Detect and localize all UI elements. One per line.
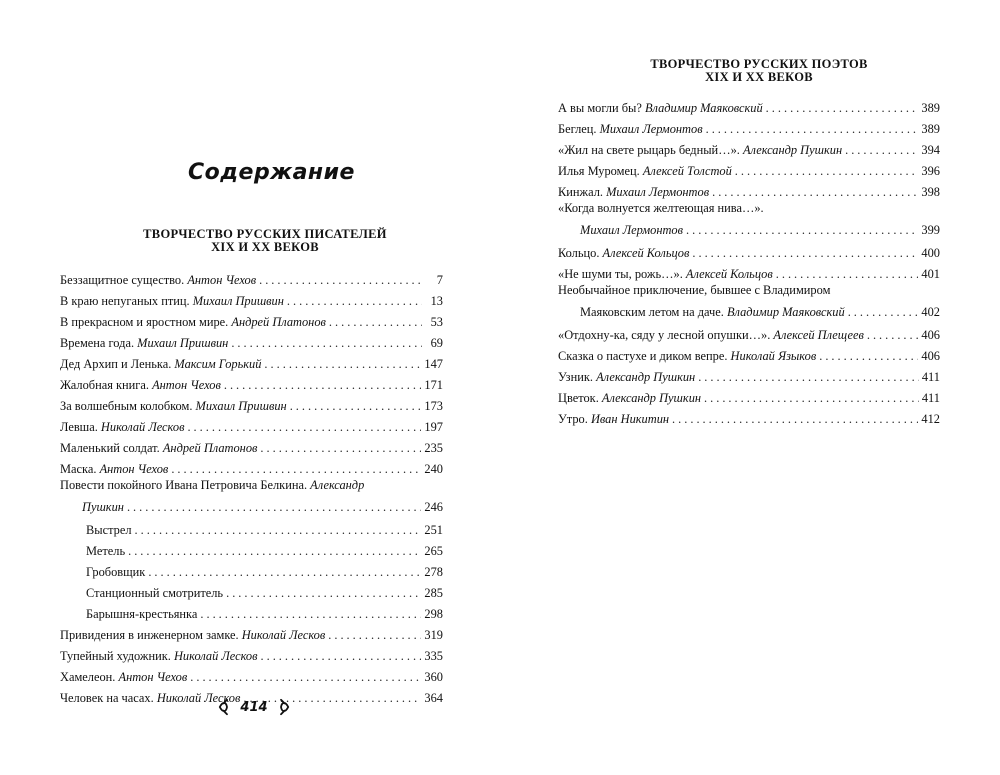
entry-author: Александр Пушкин [742, 143, 843, 157]
entry-title: Жалобная книга. [60, 378, 149, 392]
entry-title: Беглец. [558, 122, 597, 136]
toc-list-poets [558, 95, 940, 427]
entry-author: Михаил Пришвин [195, 399, 287, 413]
leader-dots [259, 273, 422, 288]
entry-page: 278 [424, 565, 443, 579]
entry-page: 69 [430, 336, 443, 350]
leader-dots [264, 357, 421, 372]
toc-entry[interactable] [60, 414, 443, 435]
entry-title: Времена года. [60, 336, 135, 350]
toc-entry[interactable] [60, 372, 443, 393]
toc-entry[interactable] [60, 330, 443, 351]
entry-title: Маленький солдат. [60, 441, 160, 455]
ornament-icon [272, 698, 290, 716]
entry-page: 171 [424, 378, 443, 392]
leader-dots [226, 586, 421, 601]
entry-page: 246 [424, 500, 443, 514]
entry-page: 298 [424, 607, 443, 621]
entry-author: Александр [310, 478, 365, 492]
entry-title: Гробовщик [86, 565, 146, 579]
leader-dots [712, 185, 918, 200]
entry-title: В краю непуганых птиц. [60, 294, 190, 308]
entry-author: Антон Чехов [187, 273, 257, 287]
toc-entry[interactable] [60, 435, 443, 456]
leader-dots [290, 399, 422, 414]
entry-author: Михаил Лермонтов [580, 223, 683, 237]
entry-page: 360 [424, 670, 443, 684]
entry-title: За волшебным колобком. [60, 399, 193, 413]
entry-page: 406 [921, 328, 940, 342]
entry-title: Хамелеон. [60, 670, 116, 684]
toc-entry[interactable] [60, 643, 443, 664]
entry-title: В прекрасном и яростном мире. [60, 315, 229, 329]
entry-title: Тупейный художник. [60, 649, 171, 663]
toc-entry[interactable] [558, 179, 940, 200]
leader-dots [706, 122, 919, 137]
entry-title: Маска. [60, 462, 97, 476]
leader-dots [867, 328, 919, 343]
entry-author: Антон Чехов [99, 462, 169, 476]
entry-title-cont: Маяковским летом на даче. [580, 305, 724, 319]
entry-page: 251 [424, 523, 443, 537]
toc-entry[interactable] [558, 158, 940, 179]
toc-entry[interactable] [558, 282, 940, 322]
page-number [214, 698, 294, 716]
entry-page: 398 [921, 185, 940, 199]
entry-page: 265 [424, 544, 443, 558]
entry-author: Максим Горький [174, 357, 262, 371]
entry-title: Выстрел [86, 523, 132, 537]
toc-entry[interactable] [558, 385, 940, 406]
entry-page: 235 [424, 441, 443, 455]
leader-dots [819, 349, 918, 364]
entry-title: Станционный смотритель [86, 586, 224, 600]
entry-author: Иван Никитин [590, 412, 670, 426]
entry-page: 335 [424, 649, 443, 663]
leader-dots [287, 294, 422, 309]
toc-subentry[interactable] [60, 601, 443, 622]
toc-entry[interactable] [558, 322, 940, 343]
entry-page: 402 [921, 305, 940, 319]
entry-author: Алексей Кольцов [685, 267, 773, 281]
entry-author: Николай Лесков [173, 649, 258, 663]
toc-entry[interactable] [60, 664, 443, 685]
leader-dots [127, 500, 421, 515]
toc-title: Содержание [188, 160, 355, 185]
toc-entry[interactable] [60, 393, 443, 414]
toc-entry[interactable] [558, 343, 940, 364]
entry-title: Левша. [60, 420, 98, 434]
entry-author: Антон Чехов [118, 670, 188, 684]
leader-dots [231, 336, 422, 351]
entry-author-cont: Пушкин [82, 500, 124, 514]
entry-author: Антон Чехов [152, 378, 221, 392]
leader-dots [848, 305, 919, 320]
leader-dots [260, 441, 421, 456]
entry-title: «Когда волнуется желтеющая нива…». [558, 201, 764, 215]
leader-dots [171, 462, 421, 477]
entry-title: Метель [86, 544, 126, 558]
toc-subentry[interactable] [60, 538, 443, 559]
entry-title: Утро. [558, 412, 588, 426]
entry-title: Сказка о пастухе и диком вепре. [558, 349, 728, 363]
entry-title: «Не шуми ты, рожь…». [558, 267, 683, 281]
entry-page: 389 [921, 122, 940, 136]
section-title-line2: XIX И XX ВЕКОВ [211, 240, 319, 254]
entry-page: 401 [921, 267, 940, 281]
entry-title: «Жил на свете рыцарь бедный…». [558, 143, 740, 157]
section-title-line1: ТВОРЧЕСТВО РУССКИХ ПИСАТЕЛЕЙ [143, 227, 387, 241]
leader-dots [845, 143, 918, 158]
leader-dots [776, 267, 919, 282]
toc-entry[interactable] [558, 240, 940, 261]
leader-dots [329, 315, 422, 330]
entry-author: Андрей Платонов [231, 315, 326, 329]
entry-page: 285 [424, 586, 443, 600]
entry-page: 147 [424, 357, 443, 371]
entry-page: 240 [424, 462, 443, 476]
entry-title: Барышня-крестьянка [86, 607, 198, 621]
entry-page: 412 [921, 412, 940, 426]
entry-author: Владимир Маяковский [644, 101, 763, 115]
entry-author: Николай Лесков [241, 628, 326, 642]
toc-entry[interactable] [60, 267, 443, 288]
leader-dots [672, 412, 918, 427]
toc-entry[interactable] [60, 622, 443, 643]
section-title-line2: XIX И XX ВЕКОВ [705, 70, 813, 84]
toc-entry[interactable] [60, 351, 443, 372]
entry-title: А вы могли бы? [558, 101, 642, 115]
leader-dots [704, 391, 919, 406]
entry-page: 7 [436, 273, 443, 287]
entry-title: Повести покойного Ивана Петровича Белкина. [60, 478, 308, 492]
leader-dots [135, 523, 422, 538]
section-title-line1: ТВОРЧЕСТВО РУССКИХ ПОЭТОВ [650, 57, 868, 71]
entry-author: Андрей Платонов [162, 441, 258, 455]
leader-dots [766, 101, 919, 116]
toc-entry[interactable] [60, 456, 443, 477]
entry-page: 411 [921, 391, 940, 405]
entry-page: 400 [921, 246, 940, 260]
entry-title: Дед Архип и Ленька. [60, 357, 172, 371]
entry-author: Михаил Пришвин [192, 294, 284, 308]
entry-page: 411 [921, 370, 940, 384]
leader-dots [190, 670, 421, 685]
toc-entry[interactable] [558, 200, 940, 240]
toc-entry[interactable] [558, 406, 940, 427]
entry-author: Николай Языков [730, 349, 817, 363]
leader-dots [735, 164, 919, 179]
toc-entry[interactable] [558, 95, 940, 116]
entry-page: 197 [424, 420, 443, 434]
entry-page: 319 [424, 628, 443, 642]
entry-page: 406 [921, 349, 940, 363]
leader-dots [261, 649, 422, 664]
entry-page: 173 [424, 399, 443, 413]
entry-title: Кольцо. [558, 246, 600, 260]
entry-title: «Отдохну-ка, сяду у лесной опушки…». [558, 328, 771, 342]
leader-dots [328, 628, 421, 643]
entry-author: Николай Лесков [100, 420, 185, 434]
page-number-text: 414 [240, 699, 268, 715]
leader-dots [686, 223, 918, 238]
entry-page: 399 [921, 223, 940, 237]
entry-title: Необычайное приключение, бывшее с Владимиром [558, 283, 831, 297]
entry-page: 394 [921, 143, 940, 157]
entry-page: 364 [424, 691, 443, 705]
leader-dots [692, 246, 918, 261]
entry-author: Алексей Толстой [642, 164, 732, 178]
leader-dots [148, 565, 421, 580]
entry-author: Александр Пушкин [601, 391, 702, 405]
entry-title: Привидения в инженерном замке. [60, 628, 239, 642]
entry-author: Алексей Плещеев [773, 328, 864, 342]
ornament-icon [218, 698, 236, 716]
toc-entry[interactable] [558, 137, 940, 158]
leader-dots [128, 544, 421, 559]
entry-author: Михаил Пришвин [137, 336, 229, 350]
entry-title: Цветок. [558, 391, 599, 405]
entry-author: Александр Пушкин [596, 370, 696, 384]
leader-dots [698, 370, 919, 385]
entry-title: Кинжал. [558, 185, 603, 199]
right-page [500, 0, 1000, 775]
entry-author: Николай Лесков [156, 691, 241, 705]
entry-author: Михаил Лермонтов [606, 185, 710, 199]
leader-dots [187, 420, 421, 435]
toc-subentry[interactable] [60, 517, 443, 538]
leader-dots [224, 378, 422, 393]
toc-list-writers [60, 267, 443, 706]
entry-page: 53 [430, 315, 443, 329]
entry-author: Михаил Лермонтов [599, 122, 703, 136]
entry-page: 396 [921, 164, 940, 178]
toc-entry[interactable] [60, 309, 443, 330]
entry-author: Алексей Кольцов [602, 246, 690, 260]
toc-entry[interactable] [558, 364, 940, 385]
entry-title: Илья Муромец. [558, 164, 640, 178]
section-title-writers [140, 228, 390, 254]
entry-title: Беззащитное существо. [60, 273, 185, 287]
leader-dots [200, 607, 421, 622]
toc-subentry[interactable] [60, 559, 443, 580]
entry-title: Человек на часах. [60, 691, 154, 705]
toc-entry[interactable] [60, 288, 443, 309]
toc-entry[interactable] [558, 261, 940, 282]
entry-page: 389 [921, 101, 940, 115]
toc-subentry[interactable] [60, 580, 443, 601]
entry-author: Владимир Маяковский [726, 305, 845, 319]
toc-entry[interactable] [558, 116, 940, 137]
entry-title: Узник. [558, 370, 593, 384]
entry-page: 13 [430, 294, 443, 308]
toc-entry[interactable] [60, 477, 443, 517]
section-title-poets [634, 58, 884, 84]
